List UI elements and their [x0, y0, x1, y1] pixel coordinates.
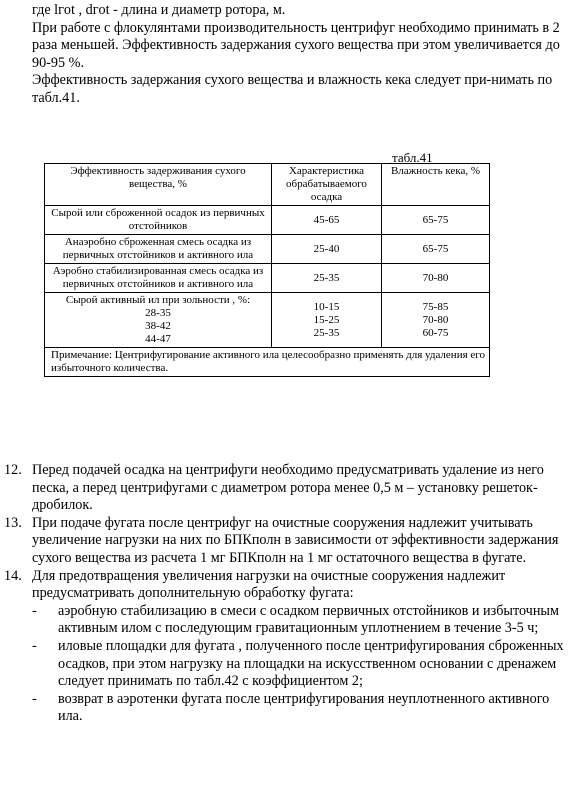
table-row-active-sludge: [45, 293, 490, 348]
ash-range: 28-35: [145, 307, 171, 319]
value-range: 25-35: [313, 326, 340, 339]
item-text: Для предотвращения увеличения нагрузки на очистные сооружения надлежит предусматривать дополнительную обработку фугата:: [32, 567, 506, 602]
row-moisture: 70-80: [382, 264, 490, 293]
sub-item-text: аэробную стабилизацию в смеси с осадком первичных отстойников и избыточным активным илом с последующим гравитационным уплотнением в течение 3-5 ч;: [58, 602, 559, 637]
row-moisture: 65-75: [382, 235, 490, 264]
ash-range: 44-47: [145, 333, 171, 345]
table-41: [44, 163, 490, 377]
item-number: 14.: [4, 567, 22, 584]
list-item-13: [4, 515, 566, 568]
item-number: 12.: [4, 462, 22, 478]
item-text: Перед подачей осадка на центрифуги необходимо предусматривать удаление из него песка, а перед центрифугами с диаметром ротора менее 0,5 м – установку решеток-дробилок.: [32, 462, 544, 514]
intro-text: [32, 2, 562, 108]
dash-bullet: -: [32, 637, 37, 654]
value-range: 15-25: [313, 313, 340, 326]
rotor-definition-line: где lгot , dгot - длина и диаметр ротора, м.: [32, 2, 286, 18]
sub-item-aerobic: [4, 603, 566, 638]
list-item-14: [4, 568, 566, 603]
row-moisture: 65-75: [382, 206, 490, 235]
numbered-list: [4, 462, 566, 726]
row-description: Аэробно стабилизированная смесь осадка из первичных отстойников и активного ила: [45, 264, 272, 293]
row-description: [45, 293, 272, 348]
efficiency-paragraph: Эффективность задержания сухого вещества и влажность кека следует при-нимать по табл.41.: [32, 72, 553, 106]
header-characteristic: Характеристика обрабатываемого осадка: [272, 164, 382, 206]
sub-item-return: [4, 691, 566, 726]
sub-item-text: иловые площадки для фугата , полученного после центрифугирования сброженных осадков, при этом нагрузку на площадки на искусственном основании с дренажем следует принимать по табл.42 с коэффициентом 2;: [58, 637, 564, 690]
table-note: Примечание: Центрифугирование активного ила целесообразно применять для удаления его избыточного количества.: [45, 348, 490, 377]
row-description: Сырой или сброженной осадок из первичных отстойников: [45, 206, 272, 235]
header-efficiency: Эффективность задерживания сухого вещества, %: [45, 164, 272, 206]
row-value: 25-40: [272, 235, 382, 264]
row-description: Анаэробно сброженная смесь осадка из первичных отстойников и активного ила: [45, 235, 272, 264]
dash-bullet: -: [32, 690, 37, 707]
row-moisture: [382, 293, 490, 348]
row-value: 45-65: [272, 206, 382, 235]
moisture-range: 60-75: [422, 326, 449, 339]
dash-bullet: -: [32, 602, 37, 619]
value-range: 10-15: [313, 300, 340, 313]
table-header-row: [45, 164, 490, 206]
sub-item-text: возврат в аэротенки фугата после центрифугирования неуплотненного активного ила.: [58, 690, 550, 725]
sub-item-drying-beds: [4, 638, 566, 691]
ash-range: 38-42: [145, 320, 171, 332]
table-row: [45, 264, 490, 293]
item-number: 13.: [4, 514, 22, 531]
ash-title: Сырой активный ил при зольности , %:: [65, 294, 251, 306]
flocculant-paragraph: При работе с флокулянтами производительность центрифуг необходимо принимать в 2 раза меньшей. Эффективность задержания сухого вещества при этом увеличивается до 90-95 %.: [32, 19, 560, 71]
item-text: При подаче фугата после центрифуг на очистные сооружения надлежит учитывать увеличение нагрузки на них по БПКполн в зависимости от эффективности задержания сухого вещества из расчета 1 мг БПКполн на 1 мг остаточного вещества в фугате.: [32, 514, 559, 566]
table-row: [45, 235, 490, 264]
moisture-range: 70-80: [422, 313, 449, 326]
list-item-12: [4, 462, 566, 515]
table-note-row: [45, 348, 490, 377]
moisture-range: 75-85: [422, 300, 449, 313]
header-moisture: Влажность кека, %: [382, 164, 490, 206]
table-caption: табл.41: [392, 150, 433, 165]
row-value: 25-35: [272, 264, 382, 293]
row-value: [272, 293, 382, 348]
table-row: [45, 206, 490, 235]
